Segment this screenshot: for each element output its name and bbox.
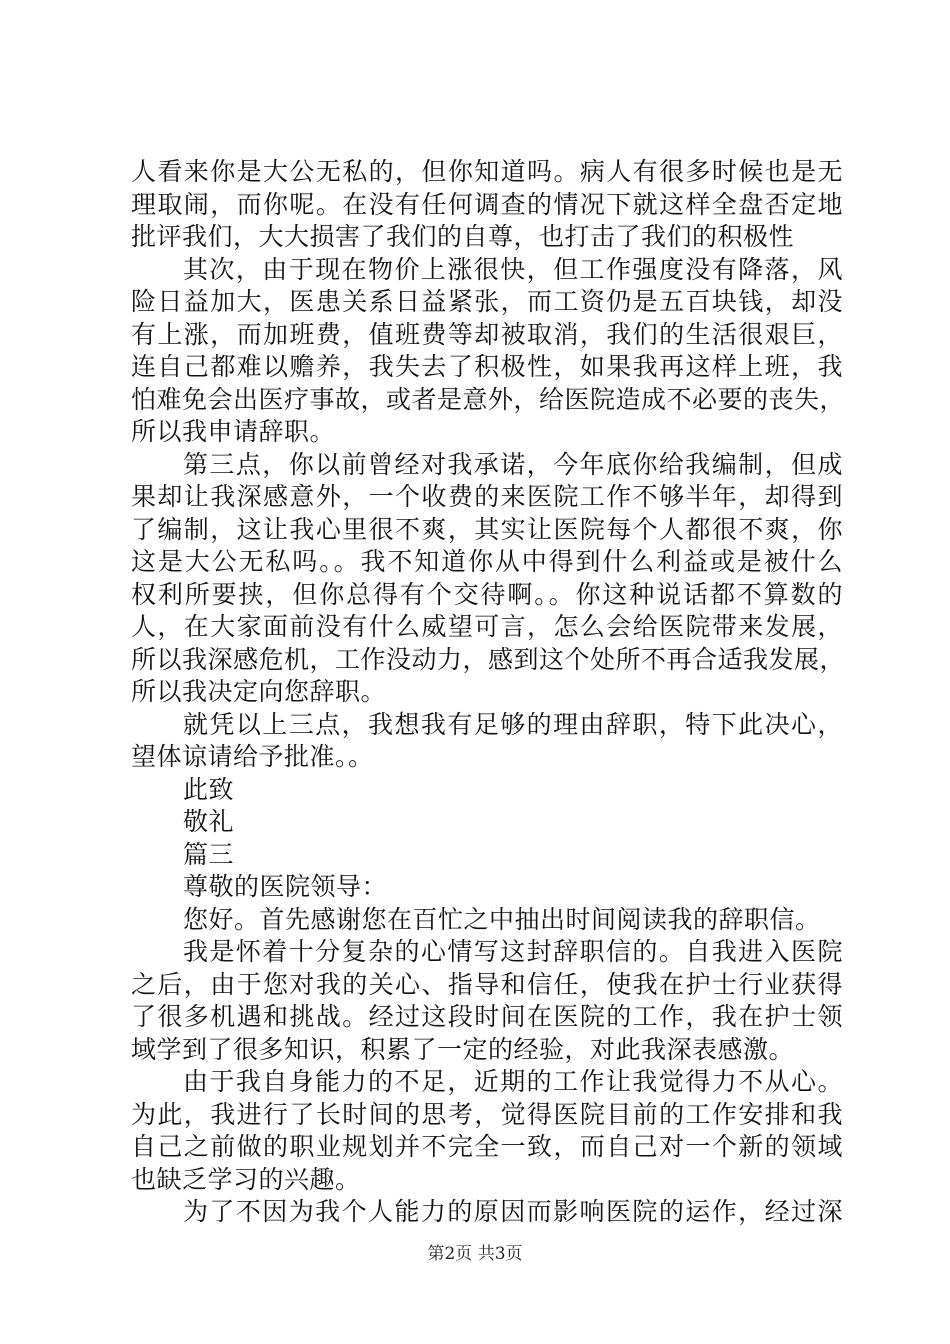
text-line: 就凭以上三点，我想我有足够的理由辞职，特下此决心，: [183, 709, 843, 739]
text-line: 所以我申请辞职。: [131, 417, 336, 446]
text-line: 险日益加大，医患关系日益紧张，而工资仍是五百块钱，却没: [131, 287, 843, 316]
text-line: 所以我深感危机，工作没动力，感到这个处所不再合适我发展，: [131, 644, 846, 674]
text-line: 了很多机遇和挑战。经过这段时间在医院的工作，我在护士领: [131, 1002, 843, 1031]
text-line: 为此，我进行了长时间的思考，觉得医院目前的工作安排和我: [131, 1099, 843, 1129]
text-line: 域学到了很多知识，积累了一定的经验，对此我深表感激。: [131, 1034, 795, 1064]
text-line: 望体谅请给予批准。。: [131, 742, 374, 771]
text-line: 自己之前做的职业规划并不完全一致，而自己对一个新的领域: [131, 1132, 843, 1161]
text-line: 连自己都难以赡养，我失去了积极性，如果我再这样上班，我: [131, 352, 843, 381]
text-line: 有上涨，而加班费，值班费等却被取消，我们的生活很艰巨，: [131, 319, 843, 349]
text-line: 权利所要挟，但你总得有个交待啊。。你这种说话都不算数的: [131, 579, 843, 609]
text-line: 所以我决定向您辞职。: [131, 677, 387, 706]
text-line: 第三点，你以前曾经对我承诺，今年底你给我编制，但成: [183, 449, 843, 479]
text-line: 了编制，这让我心里很不爽，其实让医院每个人都很不爽，你: [131, 514, 843, 544]
text-line: 您好。首先感谢您在百忙之中抽出时间阅读我的辞职信。: [183, 904, 821, 934]
text-line: 人看来你是大公无私的，但你知道吗。病人有很多时候也是无: [131, 157, 843, 186]
text-line: 之后，由于您对我的关心、指导和信任，使我在护士行业获得: [131, 969, 843, 999]
text-line: 敬礼: [183, 807, 235, 836]
text-line: 篇三: [183, 839, 235, 869]
text-line: 人，在大家面前没有什么威望可言，怎么会给医院带来发展，: [131, 612, 843, 641]
text-line: 我是怀着十分复杂的心情写这封辞职信的。自我进入医院: [183, 937, 843, 966]
text-line: 其次，由于现在物价上涨很快，但工作强度没有降落，风: [183, 254, 843, 284]
text-line: 批评我们，大大损害了我们的自尊，也打击了我们的积极性: [131, 222, 795, 251]
text-line: 怕难免会出医疗事故，或者是意外，给医院造成不必要的丧失，: [131, 384, 846, 414]
text-line: 尊敬的医院领导：: [183, 872, 388, 901]
text-line: 由于我自身能力的不足，近期的工作让我觉得力不从心。: [183, 1067, 843, 1096]
page-footer: 第2页 共3页: [427, 1244, 523, 1264]
text-line: 这是大公无私吗。。我不知道你从中得到什么利益或是被什么: [131, 547, 843, 576]
text-line: 理取闹，而你呢。在没有任何调查的情况下就这样全盘否定地: [131, 189, 843, 219]
text-line: 此致: [183, 774, 235, 804]
text-line: 也缺乏学习的兴趣。: [131, 1164, 361, 1194]
text-line: 为了不因为我个人能力的原因而影响医院的运作，经过深: [183, 1197, 843, 1226]
letter-body: [131, 156, 846, 1229]
text-line: 果却让我深感意外，一个收费的来医院工作不够半年，却得到: [131, 482, 843, 511]
